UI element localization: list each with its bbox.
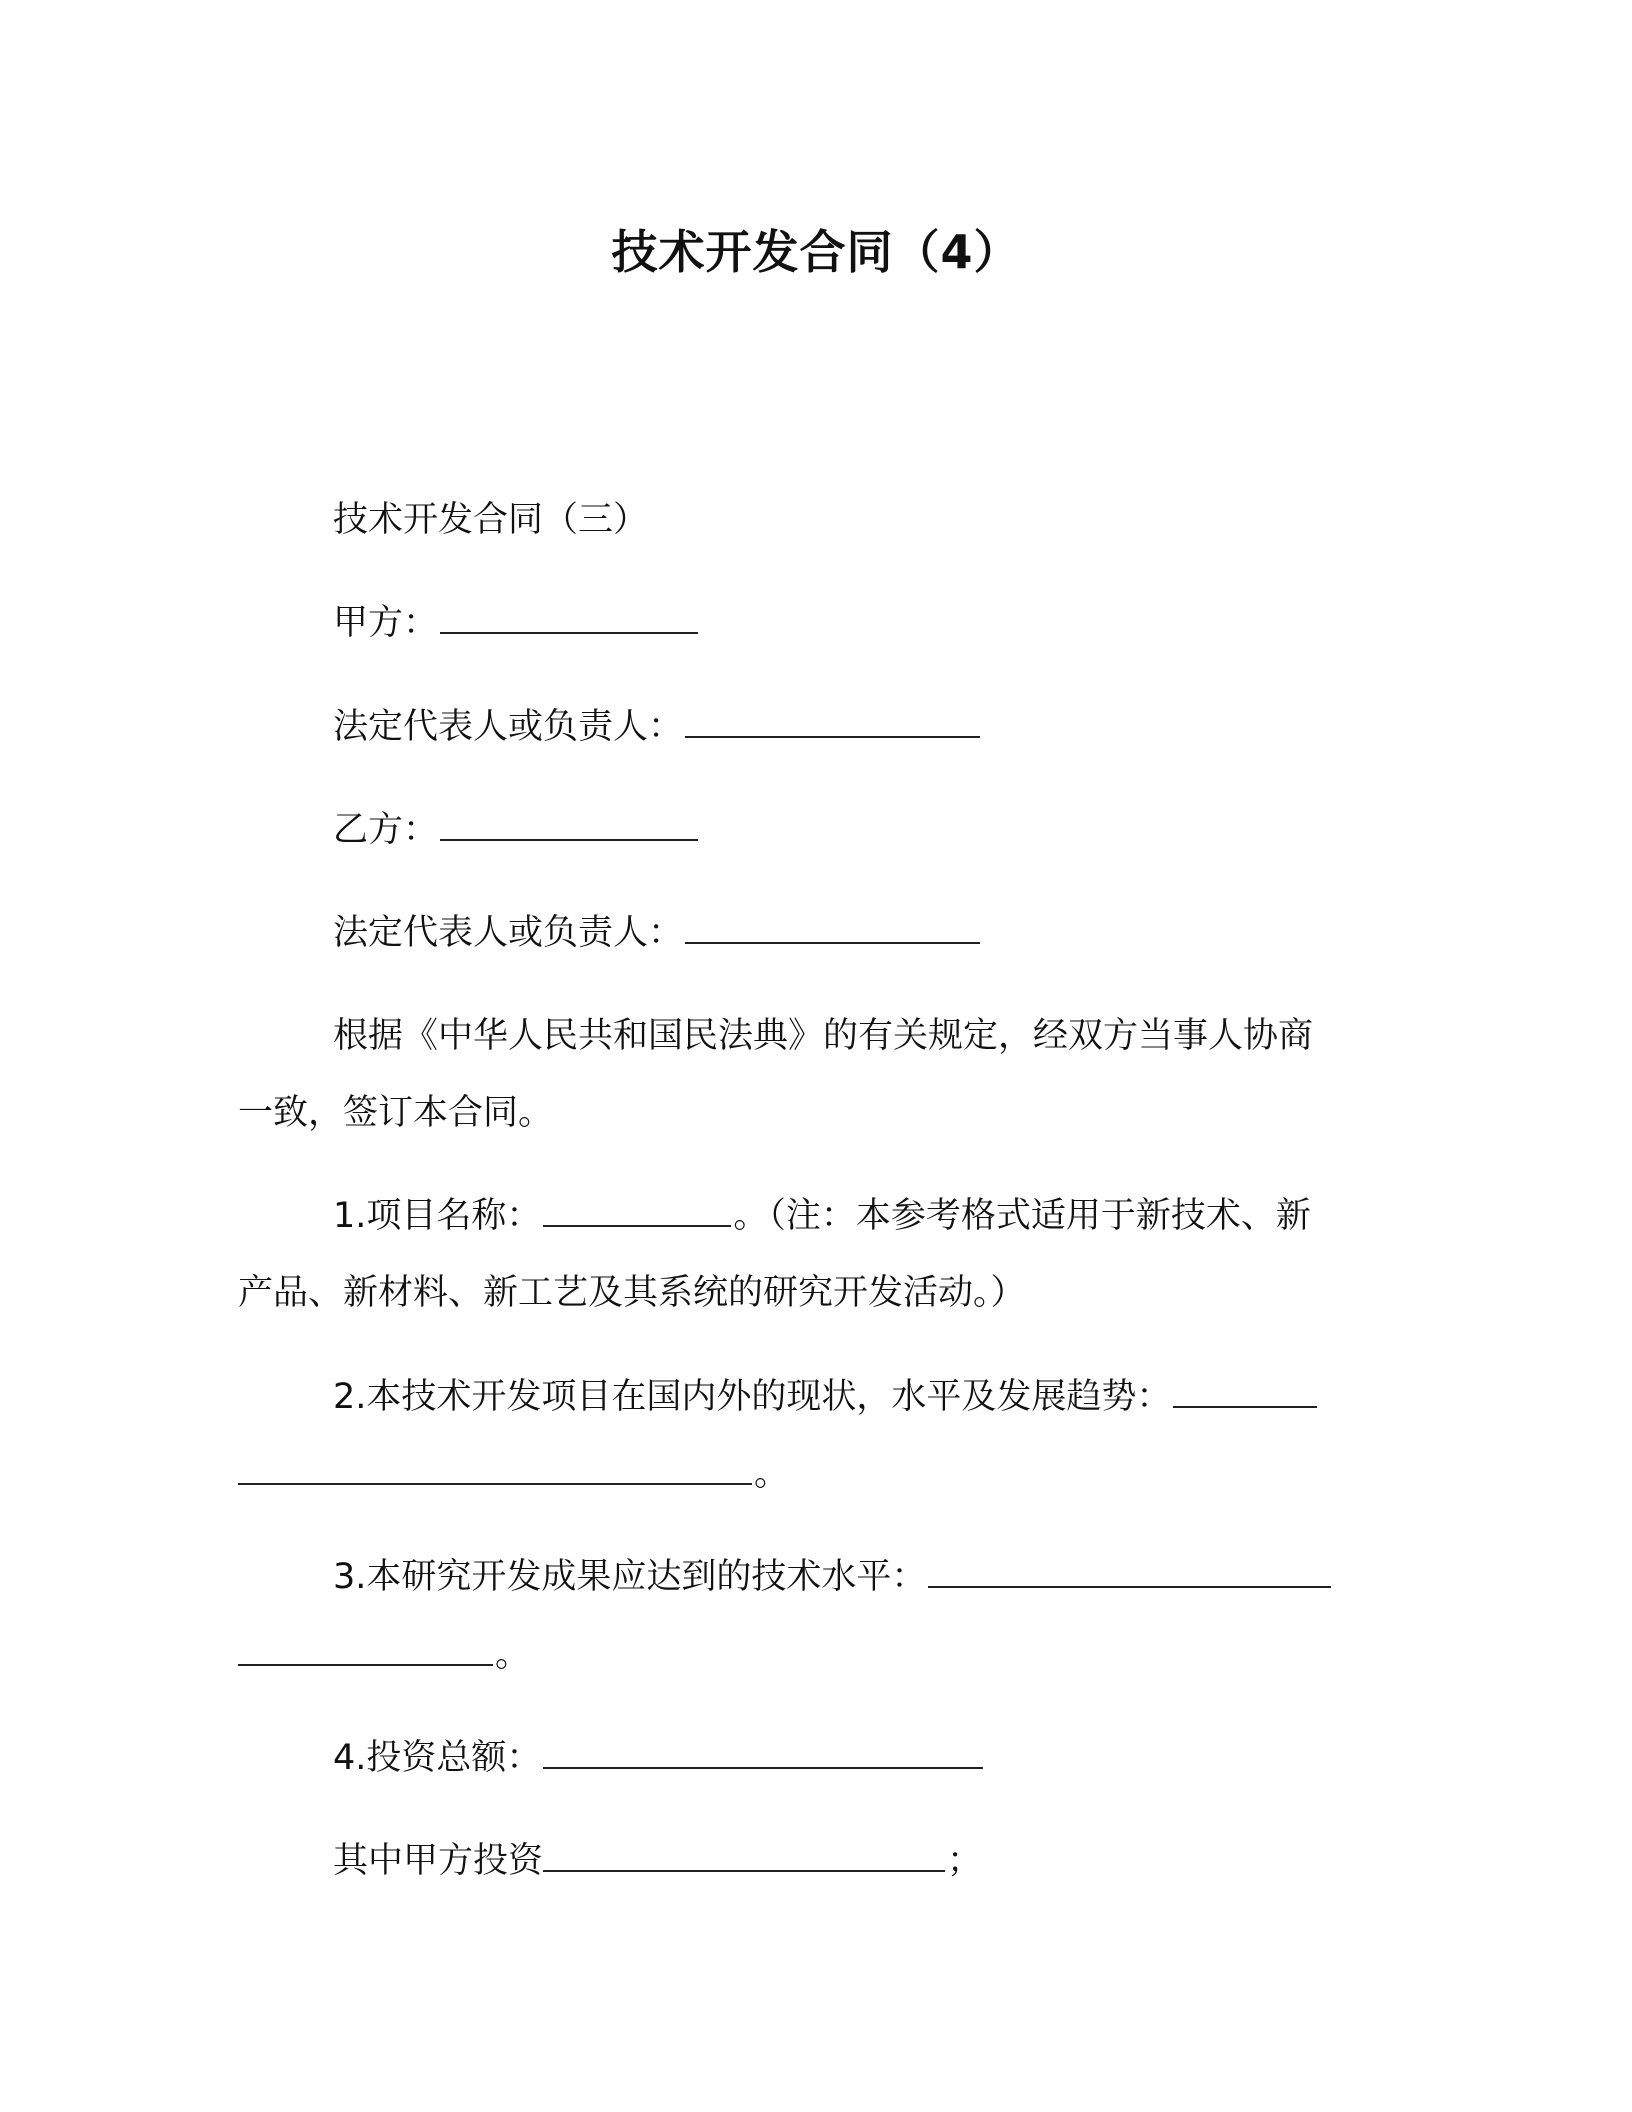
item-4-line [333,1733,985,1783]
item-2-line [333,1372,1319,1422]
item-4-sub-end: ； [947,1841,983,1881]
item-4-sub-line [333,1836,982,1886]
party-a-rep-label: 法定代表人或负责人： [333,707,684,747]
item-2-end: 。 [754,1454,790,1494]
party-b-rep-label: 法定代表人或负责人： [333,913,684,953]
item-2-line-2 [238,1449,789,1499]
item-4-blank[interactable] [543,1735,983,1769]
party-a-rep-blank[interactable] [685,704,980,738]
item-2-label: 2.本技术开发项目在国内外的现状，水平及发展趋势： [333,1377,1172,1417]
item-3-blank-1[interactable] [928,1554,1331,1588]
item-1-label: 1.项目名称： [333,1196,542,1236]
item-3-line [333,1552,1333,1602]
item-3-blank-2[interactable] [238,1632,493,1666]
item-3-line-2 [238,1630,530,1680]
party-a-label: 甲方： [333,603,439,643]
item-4-sub-blank[interactable] [543,1838,945,1872]
item-3-label: 3.本研究开发成果应达到的技术水平： [333,1557,927,1597]
item-1-line-2: 产品、新材料、新工艺及其系统的研究开发活动。） [238,1273,1026,1313]
document-title: 技术开发合同（4） [611,225,1021,279]
party-a-line [333,598,700,648]
party-a-blank[interactable] [440,600,698,634]
party-b-rep-line [333,908,982,958]
item-4-sub-label: 其中甲方投资 [333,1841,544,1881]
item-1-blank[interactable] [543,1193,731,1227]
party-b-line [333,805,700,855]
item-2-blank-2[interactable] [238,1451,752,1485]
item-3-end: 。 [495,1635,531,1675]
item-1-line [333,1191,1311,1241]
item-1-note: 。（注：本参考格式适用于新技术、新 [733,1196,1311,1236]
item-4-label: 4.投资总额： [333,1738,542,1778]
party-a-rep-line [333,702,982,752]
preamble-line-2: 一致，签订本合同。 [238,1093,554,1133]
contract-subtitle [333,495,648,545]
preamble-line-1: 根据《中华人民共和国民法典》的有关规定，经双方当事人协商 [333,1016,1314,1056]
party-b-label: 乙方： [333,810,439,850]
item-2-blank-1[interactable] [1173,1374,1317,1408]
party-b-rep-blank[interactable] [685,910,980,944]
party-b-blank[interactable] [440,807,698,841]
contract-subtitle-text: 技术开发合同（三） [333,500,649,540]
